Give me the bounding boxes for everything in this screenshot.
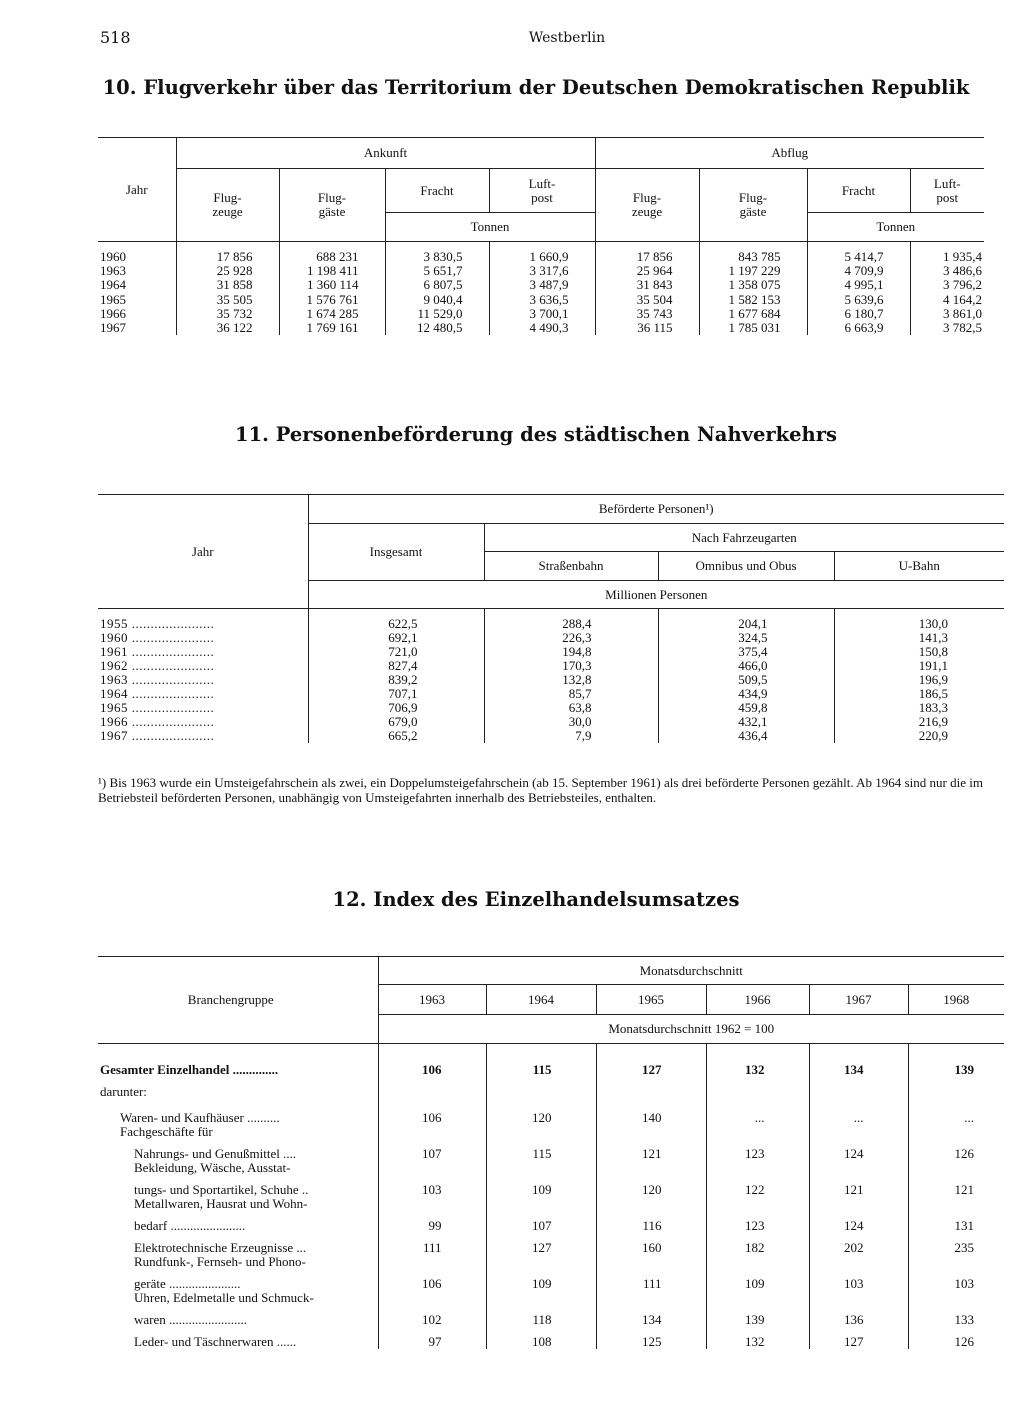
t12-row-label: Bekleidung, Wäsche, Ausstat- xyxy=(134,1159,291,1175)
t10-cell-value: 11 529,0 xyxy=(385,307,489,321)
t12-col-branche: Branchengruppe xyxy=(98,957,378,1044)
t10-cell-value: 1 935,4 xyxy=(910,242,984,265)
t11-cell-value: 721,0 xyxy=(308,645,484,659)
t11-row xyxy=(98,631,1004,645)
t10-cell-value: 4 709,9 xyxy=(807,264,910,278)
t10-ank-fluggaeste: Flug- gäste xyxy=(279,169,385,242)
t12-row xyxy=(98,1233,1004,1255)
t12-cell-value: 97 xyxy=(378,1327,486,1349)
t12-row-label: bedarf ....................... xyxy=(134,1217,246,1233)
t10-cell-value: 17 856 xyxy=(176,242,279,265)
t12-cell-value xyxy=(908,1197,1004,1211)
t10-cell-value: 1 674 285 xyxy=(279,307,385,321)
t11-col-strassenbahn: Straßenbahn xyxy=(484,552,658,581)
t12-cell-value: 103 xyxy=(908,1269,1004,1291)
t10-row xyxy=(98,242,984,265)
t10-row xyxy=(98,278,984,292)
t12-group-monat: Monatsdurchschnitt xyxy=(378,957,1004,985)
t12-cell-value xyxy=(908,1077,1004,1099)
t10-cell-year: 1963 xyxy=(100,263,126,279)
t12-cell-value: 121 xyxy=(908,1175,1004,1197)
t11-cell-year: 1966 ...................... xyxy=(100,714,215,729)
t11-cell-value: 459,8 xyxy=(658,701,834,715)
t12-cell-value: 202 xyxy=(809,1233,908,1255)
t11-cell-value: 375,4 xyxy=(658,645,834,659)
t11-col-omnibus: Omnibus und Obus xyxy=(658,552,834,581)
t12-cell-value xyxy=(378,1255,486,1269)
t12-cell-value: 139 xyxy=(706,1305,809,1327)
table12-title: 12. Index des Einzelhandelsumsatzes xyxy=(332,888,740,911)
t12-cell-value: 123 xyxy=(706,1211,809,1233)
t10-col-year: Jahr xyxy=(98,138,176,242)
t10-cell-value: 36 115 xyxy=(595,321,699,335)
t12-cell-value xyxy=(809,1197,908,1211)
t12-row-label: Elektrotechnische Erzeugnisse ... xyxy=(134,1239,307,1255)
t11-footnote: ¹) Bis 1963 wurde ein Umsteigefahrschein als zwei, ein Doppelumsteigefahrschein (ab 15. September 1961) als drei beförderte Personen gezählt. Ab 1964 sind nur die im Betriebsteil beförderten Personen, unabhängig von Umsteigefahrten innerhalb des Betriebsteiles, enthalten. xyxy=(98,775,983,805)
t12-cell-value xyxy=(378,1291,486,1305)
t12-cell-value: 132 xyxy=(706,1327,809,1349)
t12-cell-value: 111 xyxy=(378,1233,486,1255)
t11-cell-value: 436,4 xyxy=(658,729,834,743)
t12-cell-value: 123 xyxy=(706,1139,809,1161)
t12-row-label: geräte ...................... xyxy=(134,1275,241,1291)
table12 xyxy=(98,956,1004,1349)
t10-cell-year: 1966 xyxy=(100,306,126,322)
t12-cell-value xyxy=(706,1077,809,1099)
t10-cell-value: 17 856 xyxy=(595,242,699,265)
t12-cell-value: 120 xyxy=(486,1099,596,1125)
t12-cell-value: 136 xyxy=(809,1305,908,1327)
t12-cell-value xyxy=(378,1077,486,1099)
t12-cell-value: 108 xyxy=(486,1327,596,1349)
t12-unit: Monatsdurchschnitt 1962 = 100 xyxy=(378,1015,1004,1044)
t12-row-label: Metallwaren, Hausrat und Wohn- xyxy=(134,1195,308,1211)
t12-row-label: darunter: xyxy=(100,1083,147,1099)
t12-cell-value xyxy=(809,1291,908,1305)
t10-cell-value: 1 582 153 xyxy=(699,293,807,307)
t10-cell-value: 5 639,6 xyxy=(807,293,910,307)
t12-row-label: tungs- und Sportartikel, Schuhe .. xyxy=(134,1181,309,1197)
t11-row xyxy=(98,729,1004,743)
t12-row xyxy=(98,1197,1004,1211)
t12-cell-value xyxy=(706,1125,809,1139)
t12-cell-value: 111 xyxy=(596,1269,706,1291)
t10-ank-unit: Tonnen xyxy=(385,213,595,242)
t10-abf-fluggaeste: Flug- gäste xyxy=(699,169,807,242)
t11-cell-value: 707,1 xyxy=(308,687,484,701)
t11-cell-value: 85,7 xyxy=(484,687,658,701)
t10-cell-value: 1 677 684 xyxy=(699,307,807,321)
t12-col-year: 1967 xyxy=(809,985,908,1015)
t10-cell-value: 6 807,5 xyxy=(385,278,489,292)
t12-row xyxy=(98,1044,1004,1077)
t11-cell-year: 1965 ...................... xyxy=(100,700,215,715)
t12-cell-value: 235 xyxy=(908,1233,1004,1255)
t12-cell-value xyxy=(378,1125,486,1139)
t10-row xyxy=(98,307,984,321)
t11-row xyxy=(98,645,1004,659)
t11-row xyxy=(98,715,1004,729)
t12-row-label: Waren- und Kaufhäuser .......... xyxy=(120,1109,280,1125)
t12-row xyxy=(98,1125,1004,1139)
t10-row xyxy=(98,264,984,278)
t10-cell-value: 9 040,4 xyxy=(385,293,489,307)
t11-cell-value: 191,1 xyxy=(834,659,1004,673)
t10-cell-year: 1960 xyxy=(98,242,176,265)
t12-cell-value: ... xyxy=(809,1099,908,1125)
running-head: Westberlin xyxy=(528,30,606,46)
t11-cell-value: 434,9 xyxy=(658,687,834,701)
t12-row xyxy=(98,1161,1004,1175)
t12-cell-value: 115 xyxy=(486,1044,596,1077)
t12-cell-value: ... xyxy=(908,1099,1004,1125)
t10-ank-flugzeuge: Flug- zeuge xyxy=(176,169,279,242)
t12-cell-value: 127 xyxy=(596,1044,706,1077)
t10-cell-value: 3 487,9 xyxy=(489,278,595,292)
t11-cell-value: 183,3 xyxy=(834,701,1004,715)
t10-cell-value: 1 769 161 xyxy=(279,321,385,335)
t12-row xyxy=(98,1269,1004,1291)
t10-cell-value: 4 164,2 xyxy=(910,293,984,307)
t12-cell-value: 107 xyxy=(378,1139,486,1161)
t11-cell-year: 1955 ...................... xyxy=(98,609,308,632)
t10-cell-value: 3 782,5 xyxy=(910,321,984,335)
t12-cell-value xyxy=(378,1161,486,1175)
t12-cell-value: 125 xyxy=(596,1327,706,1349)
t12-row xyxy=(98,1099,1004,1125)
t12-cell-value: 103 xyxy=(378,1175,486,1197)
t12-cell-value xyxy=(908,1255,1004,1269)
t11-cell-value: 706,9 xyxy=(308,701,484,715)
t12-cell-value: 124 xyxy=(809,1139,908,1161)
t11-cell-value: 186,5 xyxy=(834,687,1004,701)
t10-cell-value: 35 732 xyxy=(176,307,279,321)
t11-cell-year: 1961 ...................... xyxy=(100,644,215,659)
t11-cell-value: 170,3 xyxy=(484,659,658,673)
t12-cell-value xyxy=(908,1161,1004,1175)
t10-cell-value: 1 785 031 xyxy=(699,321,807,335)
t10-cell-value: 36 122 xyxy=(176,321,279,335)
t12-col-year: 1964 xyxy=(486,985,596,1015)
t12-cell-value: 133 xyxy=(908,1305,1004,1327)
t10-abf-luftpost: Luft- post xyxy=(910,169,984,213)
t11-cell-year: 1963 ...................... xyxy=(100,672,215,687)
t12-cell-value xyxy=(596,1125,706,1139)
t11-cell-value: 7,9 xyxy=(484,729,658,743)
t11-unit: Millionen Personen xyxy=(308,581,1004,609)
t12-cell-value: 106 xyxy=(378,1269,486,1291)
t12-col-year: 1965 xyxy=(596,985,706,1015)
t12-cell-value: 109 xyxy=(486,1269,596,1291)
t12-cell-value: 134 xyxy=(596,1305,706,1327)
t12-cell-value: 139 xyxy=(908,1044,1004,1077)
t10-cell-value: 31 843 xyxy=(595,278,699,292)
t12-cell-value: 120 xyxy=(596,1175,706,1197)
t11-cell-value: 63,8 xyxy=(484,701,658,715)
t10-cell-value: 4 490,3 xyxy=(489,321,595,335)
t12-cell-value: 126 xyxy=(908,1139,1004,1161)
t10-row xyxy=(98,321,984,335)
t10-cell-value: 1 197 229 xyxy=(699,264,807,278)
page-number: 518 xyxy=(100,28,131,47)
t11-cell-value: 30,0 xyxy=(484,715,658,729)
t12-cell-value: 134 xyxy=(809,1044,908,1077)
table10 xyxy=(98,137,984,335)
t12-cell-value xyxy=(809,1255,908,1269)
t12-cell-value: 124 xyxy=(809,1211,908,1233)
t10-cell-year: 1964 xyxy=(100,277,126,293)
t10-cell-value: 3 861,0 xyxy=(910,307,984,321)
t12-cell-value xyxy=(706,1161,809,1175)
t12-cell-value: 126 xyxy=(908,1327,1004,1349)
t12-cell-value xyxy=(486,1255,596,1269)
t10-cell-year: 1965 xyxy=(100,291,126,307)
t12-cell-value: 131 xyxy=(908,1211,1004,1233)
t12-cell-value: ... xyxy=(706,1099,809,1125)
table11 xyxy=(98,494,1004,743)
t10-cell-value: 1 358 075 xyxy=(699,278,807,292)
t12-cell-value: 115 xyxy=(486,1139,596,1161)
t12-cell-value: 103 xyxy=(809,1269,908,1291)
t12-cell-value: 127 xyxy=(486,1233,596,1255)
t12-cell-value: 99 xyxy=(378,1211,486,1233)
t11-cell-value: 194,8 xyxy=(484,645,658,659)
t10-cell-value: 5 651,7 xyxy=(385,264,489,278)
t12-cell-value xyxy=(596,1197,706,1211)
t10-cell-value: 3 486,6 xyxy=(910,264,984,278)
t12-row xyxy=(98,1211,1004,1233)
t10-cell-value: 1 576 761 xyxy=(279,293,385,307)
t10-cell-value: 3 700,1 xyxy=(489,307,595,321)
t11-cell-value: 509,5 xyxy=(658,673,834,687)
t11-cell-value: 665,2 xyxy=(308,729,484,743)
t10-group-abflug: Abflug xyxy=(595,138,984,169)
t12-cell-value xyxy=(809,1161,908,1175)
t12-cell-value: 160 xyxy=(596,1233,706,1255)
t10-cell-value: 688 231 xyxy=(279,242,385,265)
t11-cell-year: 1967 ...................... xyxy=(100,728,215,743)
t11-cell-year: 1960 ...................... xyxy=(100,630,215,645)
t11-cell-value: 839,2 xyxy=(308,673,484,687)
t12-cell-value: 122 xyxy=(706,1175,809,1197)
t10-cell-value: 843 785 xyxy=(699,242,807,265)
t10-cell-value: 12 480,5 xyxy=(385,321,489,335)
table11-title: 11. Personenbeförderung des städtischen Nahverkehrs xyxy=(235,423,837,446)
t12-cell-value: 127 xyxy=(809,1327,908,1349)
t12-row xyxy=(98,1139,1004,1161)
t11-cell-value: 130,0 xyxy=(834,609,1004,632)
t11-cell-value: 466,0 xyxy=(658,659,834,673)
t12-row-label: Nahrungs- und Genußmittel .... xyxy=(134,1145,297,1161)
t11-col-ubahn: U-Bahn xyxy=(834,552,1004,581)
t11-cell-value: 827,4 xyxy=(308,659,484,673)
t12-cell-value xyxy=(706,1255,809,1269)
t11-cell-value: 324,5 xyxy=(658,631,834,645)
t12-cell-value: 132 xyxy=(706,1044,809,1077)
t12-cell-value: 109 xyxy=(486,1175,596,1197)
table10-title: 10. Flugverkehr über das Territorium der Deutschen Demokratischen Republik xyxy=(102,76,970,99)
t10-cell-value: 3 830,5 xyxy=(385,242,489,265)
t12-row-label: Fachgeschäfte für xyxy=(120,1123,213,1139)
t10-row xyxy=(98,293,984,307)
t12-cell-value: 102 xyxy=(378,1305,486,1327)
t12-cell-value xyxy=(486,1291,596,1305)
t11-cell-value: 150,8 xyxy=(834,645,1004,659)
t10-ank-luftpost: Luft- post xyxy=(489,169,595,213)
t10-ank-fracht: Fracht xyxy=(385,169,489,213)
t11-row xyxy=(98,687,1004,701)
t10-cell-value: 1 660,9 xyxy=(489,242,595,265)
t12-cell-value xyxy=(486,1125,596,1139)
t11-cell-year: 1962 ...................... xyxy=(100,658,215,673)
t10-cell-value: 35 743 xyxy=(595,307,699,321)
t12-cell-value xyxy=(809,1125,908,1139)
t11-col-insgesamt: Insgesamt xyxy=(308,524,484,581)
t10-cell-value: 1 198 411 xyxy=(279,264,385,278)
t11-cell-value: 226,3 xyxy=(484,631,658,645)
t10-abf-fracht: Fracht xyxy=(807,169,910,213)
t11-col-year: Jahr xyxy=(98,495,308,609)
t12-col-year: 1963 xyxy=(378,985,486,1015)
t12-cell-value xyxy=(908,1291,1004,1305)
t11-cell-value: 220,9 xyxy=(834,729,1004,743)
t12-cell-value xyxy=(809,1077,908,1099)
t12-cell-value: 106 xyxy=(378,1099,486,1125)
t12-row xyxy=(98,1255,1004,1269)
t12-cell-value: 140 xyxy=(596,1099,706,1125)
t12-col-year: 1966 xyxy=(706,985,809,1015)
t11-cell-value: 132,8 xyxy=(484,673,658,687)
t10-cell-year: 1967 xyxy=(100,320,126,336)
t11-cell-value: 432,1 xyxy=(658,715,834,729)
t12-row xyxy=(98,1327,1004,1349)
t10-cell-value: 3 317,6 xyxy=(489,264,595,278)
t11-cell-value: 141,3 xyxy=(834,631,1004,645)
t10-cell-value: 5 414,7 xyxy=(807,242,910,265)
t11-row xyxy=(98,673,1004,687)
t11-row xyxy=(98,701,1004,715)
t11-row xyxy=(98,609,1004,632)
t10-cell-value: 6 180,7 xyxy=(807,307,910,321)
t12-cell-value xyxy=(486,1197,596,1211)
t10-abf-flugzeuge: Flug- zeuge xyxy=(595,169,699,242)
t12-col-year: 1968 xyxy=(908,985,1004,1015)
t10-cell-value: 4 995,1 xyxy=(807,278,910,292)
t10-cell-value: 35 504 xyxy=(595,293,699,307)
t11-cell-value: 679,0 xyxy=(308,715,484,729)
t12-row xyxy=(98,1175,1004,1197)
t12-row-label: Leder- und Täschnerwaren ...... xyxy=(134,1333,297,1349)
t12-row-label: waren ........................ xyxy=(134,1311,248,1327)
t12-cell-value: 118 xyxy=(486,1305,596,1327)
t11-cell-value: 622,5 xyxy=(308,609,484,632)
t12-cell-value xyxy=(706,1291,809,1305)
t12-cell-value xyxy=(378,1197,486,1211)
t10-cell-value: 31 858 xyxy=(176,278,279,292)
t10-cell-value: 25 964 xyxy=(595,264,699,278)
t10-cell-value: 35 505 xyxy=(176,293,279,307)
t12-cell-value: 106 xyxy=(378,1044,486,1077)
t12-cell-value xyxy=(596,1255,706,1269)
t12-cell-value: 109 xyxy=(706,1269,809,1291)
t12-cell-value xyxy=(486,1077,596,1099)
t12-cell-value: 121 xyxy=(596,1139,706,1161)
t12-cell-value: 116 xyxy=(596,1211,706,1233)
t12-cell-value: 182 xyxy=(706,1233,809,1255)
t11-group-fahrzeugarten: Nach Fahrzeugarten xyxy=(484,524,1004,552)
t10-group-ankunft: Ankunft xyxy=(176,138,595,169)
t11-cell-year: 1964 ...................... xyxy=(100,686,215,701)
t12-row-label: Gesamter Einzelhandel .............. xyxy=(98,1044,378,1077)
t12-cell-value xyxy=(596,1161,706,1175)
t11-group-befoerderte: Beförderte Personen¹) xyxy=(308,495,1004,524)
t12-row-label: Uhren, Edelmetalle und Schmuck- xyxy=(134,1289,314,1305)
t10-cell-value: 3 636,5 xyxy=(489,293,595,307)
t12-cell-value xyxy=(908,1125,1004,1139)
t11-cell-value: 692,1 xyxy=(308,631,484,645)
t10-cell-value: 25 928 xyxy=(176,264,279,278)
t10-abf-unit: Tonnen xyxy=(807,213,984,242)
t11-cell-value: 216,9 xyxy=(834,715,1004,729)
t12-cell-value: 121 xyxy=(809,1175,908,1197)
t12-cell-value xyxy=(486,1161,596,1175)
t12-row-label: Rundfunk-, Fernseh- und Phono- xyxy=(134,1253,306,1269)
t12-cell-value xyxy=(596,1077,706,1099)
t10-cell-value: 1 360 114 xyxy=(279,278,385,292)
t10-cell-value: 6 663,9 xyxy=(807,321,910,335)
t11-row xyxy=(98,659,1004,673)
t11-cell-value: 288,4 xyxy=(484,609,658,632)
t12-row xyxy=(98,1291,1004,1305)
t11-cell-value: 204,1 xyxy=(658,609,834,632)
t12-row xyxy=(98,1305,1004,1327)
t10-cell-value: 3 796,2 xyxy=(910,278,984,292)
t12-cell-value: 107 xyxy=(486,1211,596,1233)
t12-cell-value xyxy=(706,1197,809,1211)
t12-row xyxy=(98,1077,1004,1099)
t12-cell-value xyxy=(596,1291,706,1305)
t11-cell-value: 196,9 xyxy=(834,673,1004,687)
